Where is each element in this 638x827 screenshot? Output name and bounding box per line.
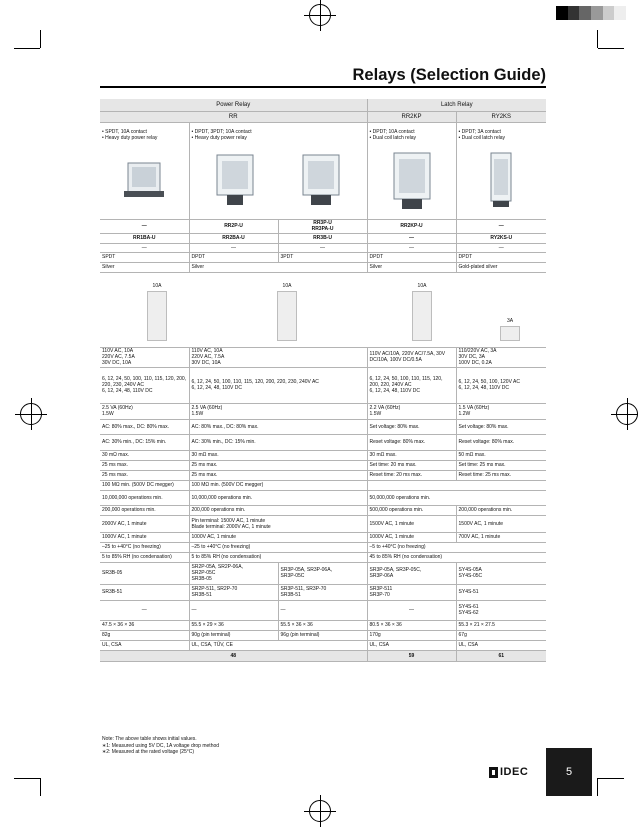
table-row [100,403,546,419]
approvals-cell: UL, CSA [456,640,546,650]
model-cell: — [189,243,278,252]
feature-cell [100,122,189,219]
pickup-cell: AC: 80% max., DC: 80% max. [189,419,367,434]
table-row [100,460,546,470]
humidity-cell: 5 to 85% RH (no condensation) [100,552,189,562]
humidity-cell: 45 to 85% RH (no condensation) [367,552,546,562]
weight-cell: 90g (pin terminal) [189,630,278,640]
selection-guide-table [100,99,546,662]
crop-mark [597,30,598,48]
dropout-cell: Reset voltage: 80% max. [456,434,546,450]
table-row [100,99,546,111]
capacity-chart-cell [100,272,546,347]
release-cell: 25 ms max. [100,470,189,480]
page-title: Relays (Selection Guide) [352,66,546,84]
socket-cell: SY4S-51 [456,584,546,600]
weight-cell: 170g [367,630,456,640]
crop-mark [14,778,40,779]
capacity-bar-label: 10A [152,282,162,289]
dielectric-cell: 700V AC, 1 minute [456,532,546,542]
page-ref-cell: 61 [456,650,546,661]
crop-mark [40,30,41,48]
table-row [100,620,546,630]
dimensions-cell: 47.5 × 36 × 36 [100,620,189,630]
humidity-cell: 5 to 85% RH (no condensation) [189,552,367,562]
table-row [100,219,546,233]
table-row [100,542,546,552]
model-cell: RR2BA-U [189,233,278,243]
model-cell: RR1BA-U [100,233,189,243]
color-calibration-bar [556,6,626,20]
feature-cell [367,122,456,219]
brand-name: IDEC [500,766,529,778]
table-row [100,470,546,480]
weight-cell: 96g (pin terminal) [278,630,367,640]
rating-cell: 110V AC, 10A 220V AC, 7.5A 30V DC, 10A [189,347,367,367]
contact-config-cell: DPDT [367,252,456,262]
release-cell: Reset time: 25 ms max. [456,470,546,480]
crop-mark [598,48,624,49]
header-ry2ks: RY2KS [456,111,546,122]
note-line: Note: The above table shows initial values. [102,736,197,742]
dielectric-cell: 1500V AC, 1 minute [456,515,546,532]
model-cell: — [100,219,189,233]
operate-cell: 25 ms max. [100,460,189,470]
model-cell: RY2KS-U [456,233,546,243]
page-ref-cell: 59 [367,650,456,661]
table-row [100,111,546,122]
notes [102,736,219,756]
insulation-cell [367,480,546,490]
capacity-bar [500,326,520,341]
crop-mark [14,48,40,49]
contact-material-cell: Silver [100,262,189,272]
capacity-bar-label: 10A [282,282,292,289]
dimensions-cell: 55.5 × 36 × 36 [278,620,367,630]
registration-mark [309,4,331,26]
crop-mark [40,778,41,796]
note-line: ∗2: Measured at the rated voltage (25°C) [102,749,195,755]
relay-photo-icon [207,147,263,213]
socket-cell: SR3P-05A, SR3P-05C, SR3P-06A [367,562,456,584]
table-row [100,630,546,640]
relay-photo-icon [382,147,442,213]
socket-cell: SR3B-51 [100,584,189,600]
model-cell: — [367,243,456,252]
model-cell: — [278,243,367,252]
dimensions-cell: 55.3 × 21 × 27.5 [456,620,546,630]
elec-life-cell: 200,000 operations min. [189,505,367,515]
power-cell: 2.5 VA (60Hz) 1.5W [100,403,189,419]
feature-text: • DPDT, 3PDT; 10A contact • Heavy duty power relay [191,128,252,141]
header-latch-relay: Latch Relay [367,99,546,111]
pickup-cell: Set voltage: 80% max. [456,419,546,434]
mech-life-cell: 10,000,000 operations min. [189,490,367,505]
dielectric-cell: Pin terminal: 1500V AC, 1 minute Blade terminal: 2000V AC, 1 minute [189,515,367,532]
operate-cell: 25 ms max. [189,460,367,470]
crop-mark [598,778,624,779]
rating-cell: 110V AC/10A, 220V AC/7.5A, 30V DC/10A, 100V DC/0.5A [367,347,456,367]
model-cell: RR2KP-U [367,219,456,233]
capacity-bar [412,291,432,341]
elec-life-cell: 200,000 operations min. [100,505,189,515]
contact-config-cell: DPDT [456,252,546,262]
power-cell: 2.2 VA (60Hz) 1.5W [367,403,456,419]
release-cell: Reset time: 20 ms max. [367,470,456,480]
temp-cell: –5 to +40°C (no freezing) [367,542,546,552]
header-rr2kp: RR2KP [367,111,456,122]
table-row [100,480,546,490]
crop-mark [597,778,598,796]
model-cell: RR3P-U RR3PA-U [278,219,367,233]
table-row [100,650,546,661]
model-cell: RR3B-U [278,233,367,243]
capacity-bar-label: 10A [417,282,427,289]
dielectric-cell: 2000V AC, 1 minute [100,515,189,532]
voltage-cell: 6, 12, 24, 50, 100, 110, 115, 120, 200, 220, 230, 240V AC 6, 12, 24, 48, 110V DC [189,367,367,403]
table-row [100,505,546,515]
dielectric-cell: 1000V AC, 1 minute [100,532,189,542]
dielectric-cell: 1000V AC, 1 minute [189,532,367,542]
feature-cell [456,122,546,219]
contact-material-cell: Silver [189,262,367,272]
voltage-cell: 6, 12, 24, 50, 100, 110, 115, 120, 200, 220, 240V AC 6, 12, 24, 48, 110V DC [367,367,456,403]
table-row [100,347,546,367]
mech-life-cell: 50,000,000 operations min. [367,490,546,505]
capacity-bar-label: 3A [506,317,514,324]
mech-life-cell: 10,000,000 operations min. [100,490,189,505]
contact-material-cell: Silver [367,262,456,272]
model-cell: RR2P-U [189,219,278,233]
elec-life-cell: 200,000 operations min. [456,505,546,515]
power-cell: 2.5 VA (60Hz) 1.5W [189,403,367,419]
table-row [100,600,546,620]
page-ref-cell: 48 [100,650,367,661]
table-row [100,640,546,650]
table-row [100,419,546,434]
table-row [100,532,546,542]
approvals-cell: UL, CSA [367,640,456,650]
socket-cell: SR3P-05A, SR3P-06A, SR3P-05C [278,562,367,584]
resistance-cell: 30 mΩ max. [189,450,367,460]
dielectric-cell: 1000V AC, 1 minute [367,532,456,542]
table-row [100,450,546,460]
socket-cell: SR3P-511 SR3P-70 [367,584,456,600]
voltage-cell: 6, 12, 24, 50, 100, 120V AC 6, 12, 24, 48, 110V DC [456,367,546,403]
resistance-cell: 30 mΩ max. [100,450,189,460]
approvals-cell: UL, CSA, TÜV, CE [189,640,367,650]
dropout-cell: AC: 30% min., DC: 15% min. [189,434,367,450]
table-row [100,552,546,562]
socket-cell: — [100,600,189,620]
relay-photo-icon [476,147,526,213]
relay-photo-icon [293,147,349,213]
header-power-relay: Power Relay [100,99,367,111]
model-cell: — [367,233,456,243]
operate-cell: Set time: 20 ms max. [367,460,456,470]
feature-text: • SPDT, 10A contact • Heavy duty power relay [102,128,158,141]
contact-config-cell: DPDT [189,252,278,262]
release-cell: 25 ms max. [189,470,367,480]
rating-cell: 110/220V AC, 3A 30V DC, 3A 100V DC, 0.2A [456,347,546,367]
socket-cell: — [367,600,456,620]
feature-text: • DPDT; 3A contact • Dual coil latch relay [458,128,506,141]
title-rule [100,86,546,88]
table-row [100,252,546,262]
table-row [100,262,546,272]
feature-text: • DPDT; 10A contact • Dual coil latch relay [369,128,417,141]
table-row [100,490,546,505]
registration-mark [20,403,42,425]
operate-cell: Set time: 25 ms max. [456,460,546,470]
pickup-cell: AC: 80% max., DC: 80% max. [100,419,189,434]
note-line: ∗1: Measured using 5V DC, 1A voltage drop method [102,742,220,749]
table-row [100,122,546,219]
dropout-cell: AC: 30% min., DC: 15% min. [100,434,189,450]
dielectric-cell: 1500V AC, 1 minute [367,515,456,532]
dimensions-cell: 80.5 × 36 × 36 [367,620,456,630]
dropout-cell: Reset voltage: 80% max. [367,434,456,450]
elec-life-cell: 500,000 operations min. [367,505,456,515]
approvals-cell: UL, CSA [100,640,189,650]
brand-logo-icon [489,767,498,778]
temp-cell: –25 to +40°C (no freezing) [189,542,367,552]
table-row [100,562,546,584]
pickup-cell: Set voltage: 80% max. [367,419,456,434]
table-row [100,243,546,252]
model-cell: — [456,219,546,233]
table-row [100,515,546,532]
resistance-cell: 30 mΩ max. [367,450,456,460]
dimensions-cell: 55.5 × 29 × 36 [189,620,278,630]
contact-material-cell: Gold-plated silver [456,262,546,272]
brand-logo [489,766,534,778]
temp-cell: –25 to +40°C (no freezing) [100,542,189,552]
resistance-cell: 50 mΩ max. [456,450,546,460]
model-cell: — [456,243,546,252]
socket-cell: SR3P-511, SR3P-70 SR3B-51 [278,584,367,600]
rating-cell: 110V AC, 10A 220V AC, 7.5A 30V DC, 10A [100,347,189,367]
voltage-cell: 6, 12, 24, 50, 100, 110, 115, 120, 200, 220, 230, 240V AC 6, 12, 24, 48, 110V DC [100,367,189,403]
weight-cell: 67g [456,630,546,640]
socket-cell: SY4S-05A SY4S-05C [456,562,546,584]
socket-cell: SR2P-05A, SR2P-06A, SR2P-05C SR3B-05 [189,562,278,584]
socket-cell: — [189,600,278,620]
weight-cell: 82g [100,630,189,640]
header-rr: RR [100,111,367,122]
power-cell: 1.5 VA (60Hz) 1.2W [456,403,546,419]
table-row [100,434,546,450]
table-row [100,272,546,347]
socket-cell: SY4S-61 SY4S-62 [456,600,546,620]
socket-cell: SR2P-511, SR2P-70 SR3B-51 [189,584,278,600]
table-row [100,367,546,403]
socket-cell: — [278,600,367,620]
registration-mark [309,800,331,822]
capacity-chart [100,279,546,341]
insulation-cell: 100 MΩ min. (500V DC megger) [100,480,189,490]
table-row [100,233,546,243]
relay-photo-icon [114,147,174,207]
table-row [100,584,546,600]
capacity-bar [147,291,167,341]
page-number: 5 [546,748,592,796]
model-cell: — [100,243,189,252]
socket-cell: SR3B-05 [100,562,189,584]
insulation-cell: 100 MΩ min. (500V DC megger) [189,480,367,490]
registration-mark [616,403,638,425]
feature-cell [189,122,367,219]
capacity-bar [277,291,297,341]
contact-config-cell: 3PDT [278,252,367,262]
contact-config-cell: SPDT [100,252,189,262]
